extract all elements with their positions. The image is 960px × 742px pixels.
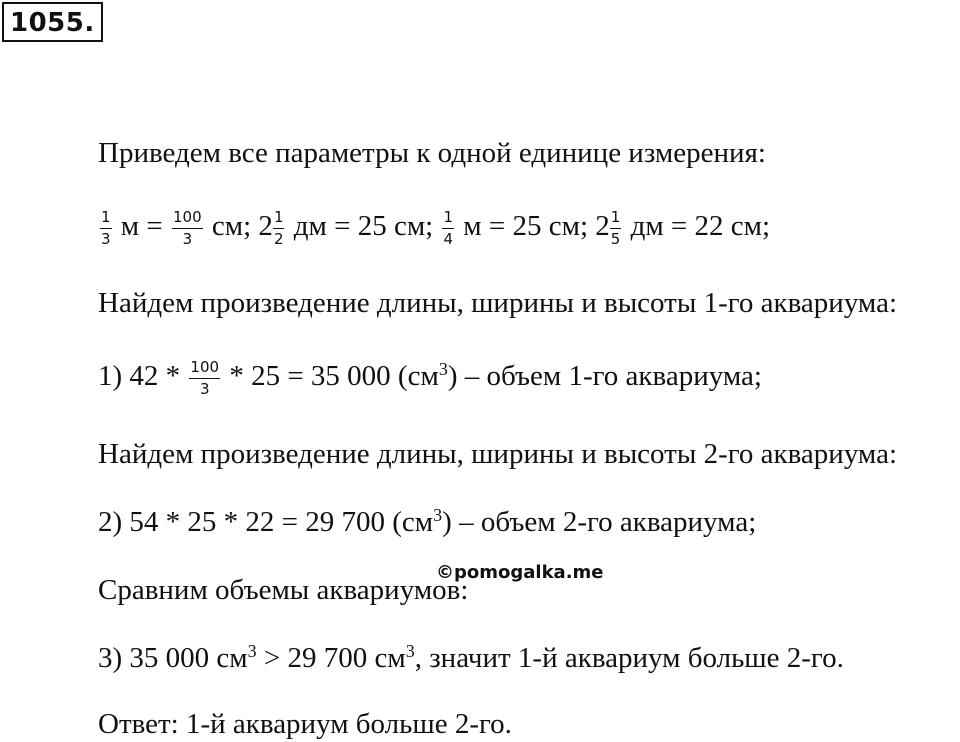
fraction: $\frac{100}{3}$ xyxy=(190,357,220,398)
answer: Ответ: 1-й аквариум больше 2-го. xyxy=(98,708,512,740)
text-segment: ) – объем 2-го аквариума; xyxy=(442,506,757,538)
fraction: $\frac{1}{2}$ xyxy=(273,207,284,248)
fraction: $\frac{1}{3}$ xyxy=(101,207,111,248)
text-segment: ) – объем 1-го аквариума; xyxy=(447,360,762,392)
text-segment: м = xyxy=(120,210,171,242)
text-segment: см; 2 xyxy=(211,210,273,242)
step-heading-2: Найдем произведение длины, ширины и высоты 2-го аквариума: xyxy=(98,438,898,470)
text-segment: дм = 25 см; xyxy=(293,210,441,242)
fraction: $\frac{100}{3}$ xyxy=(173,207,202,248)
comparison-heading: Сравним объемы аквариумов: xyxy=(98,574,469,606)
superscript: 3 xyxy=(433,505,443,525)
text-segment: 3) 35 000 см xyxy=(98,642,248,674)
text-segment: м = 25 см; 2 xyxy=(463,210,610,242)
step-1 xyxy=(98,358,762,398)
step-3 xyxy=(98,640,844,676)
fraction: $\frac{1}{5}$ xyxy=(610,207,621,248)
text-segment: дм = 22 см; xyxy=(630,210,771,242)
step-2 xyxy=(98,504,756,540)
text-segment: * 25 = 35 000 (см xyxy=(229,360,439,392)
problem-number: 1055. xyxy=(2,2,103,42)
watermark: ©pomogalka.me xyxy=(436,562,604,583)
intro-text: Приведем все параметры к одной единице измерения: xyxy=(98,137,766,169)
fraction: $\frac{1}{4}$ xyxy=(443,207,454,248)
text-segment: 1) 42 * xyxy=(98,360,188,392)
superscript: 3 xyxy=(438,359,448,379)
text-segment: , значит 1-й аквариум больше 2-го. xyxy=(414,642,844,674)
superscript: 3 xyxy=(405,641,415,661)
text-segment: > 29 700 см xyxy=(256,642,406,674)
step-heading-1: Найдем произведение длины, ширины и высоты 1-го аквариума: xyxy=(98,287,898,319)
superscript: 3 xyxy=(247,641,257,661)
unit-conversion-line xyxy=(98,208,770,248)
text-segment: 2) 54 * 25 * 22 = 29 700 (см xyxy=(98,506,434,538)
